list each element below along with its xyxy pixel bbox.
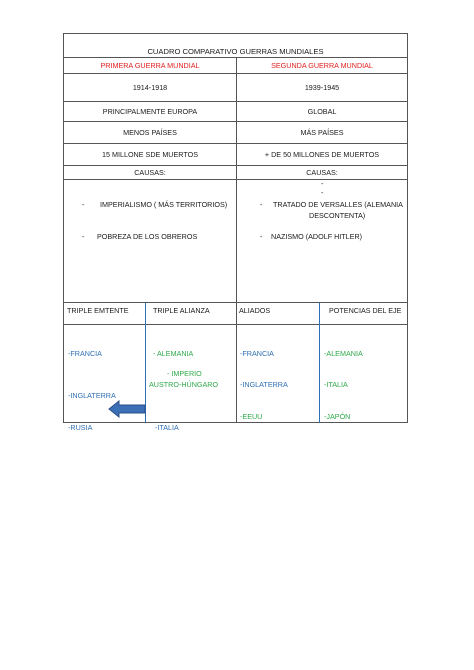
alianza-member: -ITALIA	[155, 423, 179, 432]
eje-header: POTENCIAS DEL EJE	[329, 306, 402, 315]
column-divider	[236, 303, 237, 423]
ww2-countries: MÁS PAÍSES	[300, 128, 344, 137]
ww2-cause-versailles: TRATADO DE VERSALLES (ALEMANIA	[273, 200, 403, 209]
entente-member: -INGLATERRA	[68, 391, 116, 400]
aliados-member: -FRANCIA	[240, 349, 274, 358]
title-row	[64, 34, 407, 58]
triple-alianza-header: TRIPLE ALIANZA	[153, 306, 210, 315]
ww1-years: 1914-1918	[132, 83, 168, 92]
ww2-causes-label: CAUSAS:	[306, 168, 338, 177]
entente-member: -FRANCIA	[68, 349, 102, 358]
comparison-table	[63, 33, 408, 432]
ww2-place: GLOBAL	[307, 107, 337, 116]
triple-entente-header: TRIPLE EMTENTE	[67, 306, 129, 315]
eje-member: -ITALIA	[324, 380, 348, 389]
ww2-cause-nazism: NAZISMO (ADOLF HITLER)	[271, 232, 363, 241]
eje-member: -JAPÓN	[324, 412, 351, 421]
ww1-header: PRIMERA GUERRA MUNDIAL	[100, 61, 200, 70]
aliados-member: -EEUU	[240, 412, 263, 421]
bullet-dash: -	[260, 232, 263, 241]
left-arrow-icon	[108, 400, 146, 418]
ww1-place: PRINCIPALMENTE EUROPA	[102, 107, 198, 116]
ww2-deaths: + DE 50 MILLONES DE MUERTOS	[264, 150, 380, 159]
ww2-years: 1939-1945	[304, 83, 340, 92]
entente-member: -RUSIA	[68, 423, 93, 432]
bullet-dash: -	[321, 188, 324, 197]
alianza-member: AUSTRO-HÚNGARO	[149, 380, 219, 389]
ww1-causes-label: CAUSAS:	[134, 168, 166, 177]
eje-member: -ALEMANIA	[324, 349, 363, 358]
ww1-cause-imperialism: IMPERIALISMO ( MÁS TERRITORIOS)	[100, 200, 228, 209]
bullet-dash: -	[82, 232, 85, 241]
ww1-deaths: 15 MILLONE SDE MUERTOS	[102, 150, 198, 159]
alianza-member: - IMPERIO	[167, 369, 202, 378]
alianza-member: - ALEMANIA	[153, 349, 194, 358]
ww2-header: SEGUNDA GUERRA MUNDIAL	[271, 61, 373, 70]
column-divider	[236, 58, 237, 303]
aliados-header: ALIADOS	[239, 306, 271, 315]
bullet-dash: -	[321, 179, 324, 188]
alliance-divider	[319, 303, 320, 423]
ww1-countries: MENOS PAÍSES	[123, 128, 177, 137]
ww2-cause-versailles-cont: DESCONTENTA)	[309, 211, 366, 220]
bullet-dash: -	[82, 200, 85, 209]
bullet-dash: -	[260, 200, 263, 209]
aliados-member: -INGLATERRA	[240, 380, 288, 389]
ww1-cause-poverty: POBREZA DE LOS OBREROS	[97, 232, 198, 241]
table-title: CUADRO COMPARATIVO GUERRAS MUNDIALES	[147, 47, 324, 56]
